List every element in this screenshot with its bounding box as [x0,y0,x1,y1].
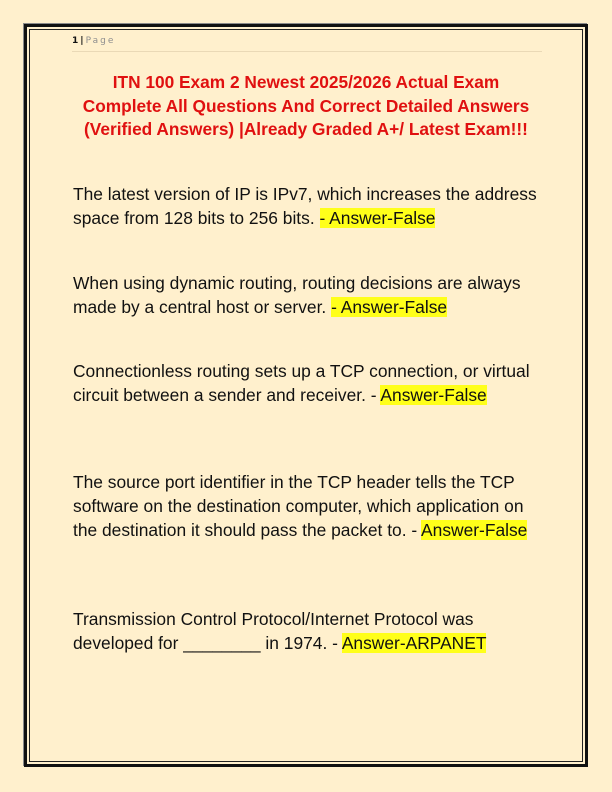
page-header [72,36,542,52]
qa-item-3 [73,359,545,407]
qa-item-2 [73,271,545,319]
answer-prefix: - [370,385,381,406]
title-line-1: ITN 100 Exam 2 Newest 2025/2026 Actual Exam [112,72,500,92]
document-title [64,71,548,142]
answer-highlight: Answer-False [421,520,528,541]
page-number: 1 [72,36,79,46]
answer-prefix: - [332,633,342,654]
question-text: Transmission Control Protocol/Internet Protocol was developed for ________ in 1974. [73,609,474,654]
answer-highlight: - Answer-False [319,208,436,229]
question-text: Connectionless routing sets up a TCP connection, or virtual circuit between a sender and receiver. [73,361,530,406]
answer-prefix: - [411,520,422,541]
answer-highlight: Answer-ARPANET [341,633,487,654]
question-text: The source port identifier in the TCP header tells the TCP software on the destination computer, which application on the destination it should pass the packet to. [73,472,524,541]
question-text: When using dynamic routing, routing decisions are always made by a central host or server. [73,273,521,318]
page-label: Page [85,36,116,46]
page-separator: | [80,36,84,46]
qa-item-5 [73,607,545,655]
title-line-3: (Verified Answers) |Already Graded A+/ Latest Exam!!! [84,119,528,140]
answer-highlight: - Answer-False [331,297,448,318]
question-text: The latest version of IP is IPv7, which increases the address space from 128 bits to 256 bits. [73,184,537,229]
title-line-2: Complete All Questions And Correct Detailed Answers [82,95,530,116]
qa-item-1 [73,182,545,230]
answer-highlight: Answer-False [380,385,487,406]
qa-item-4 [73,470,545,543]
